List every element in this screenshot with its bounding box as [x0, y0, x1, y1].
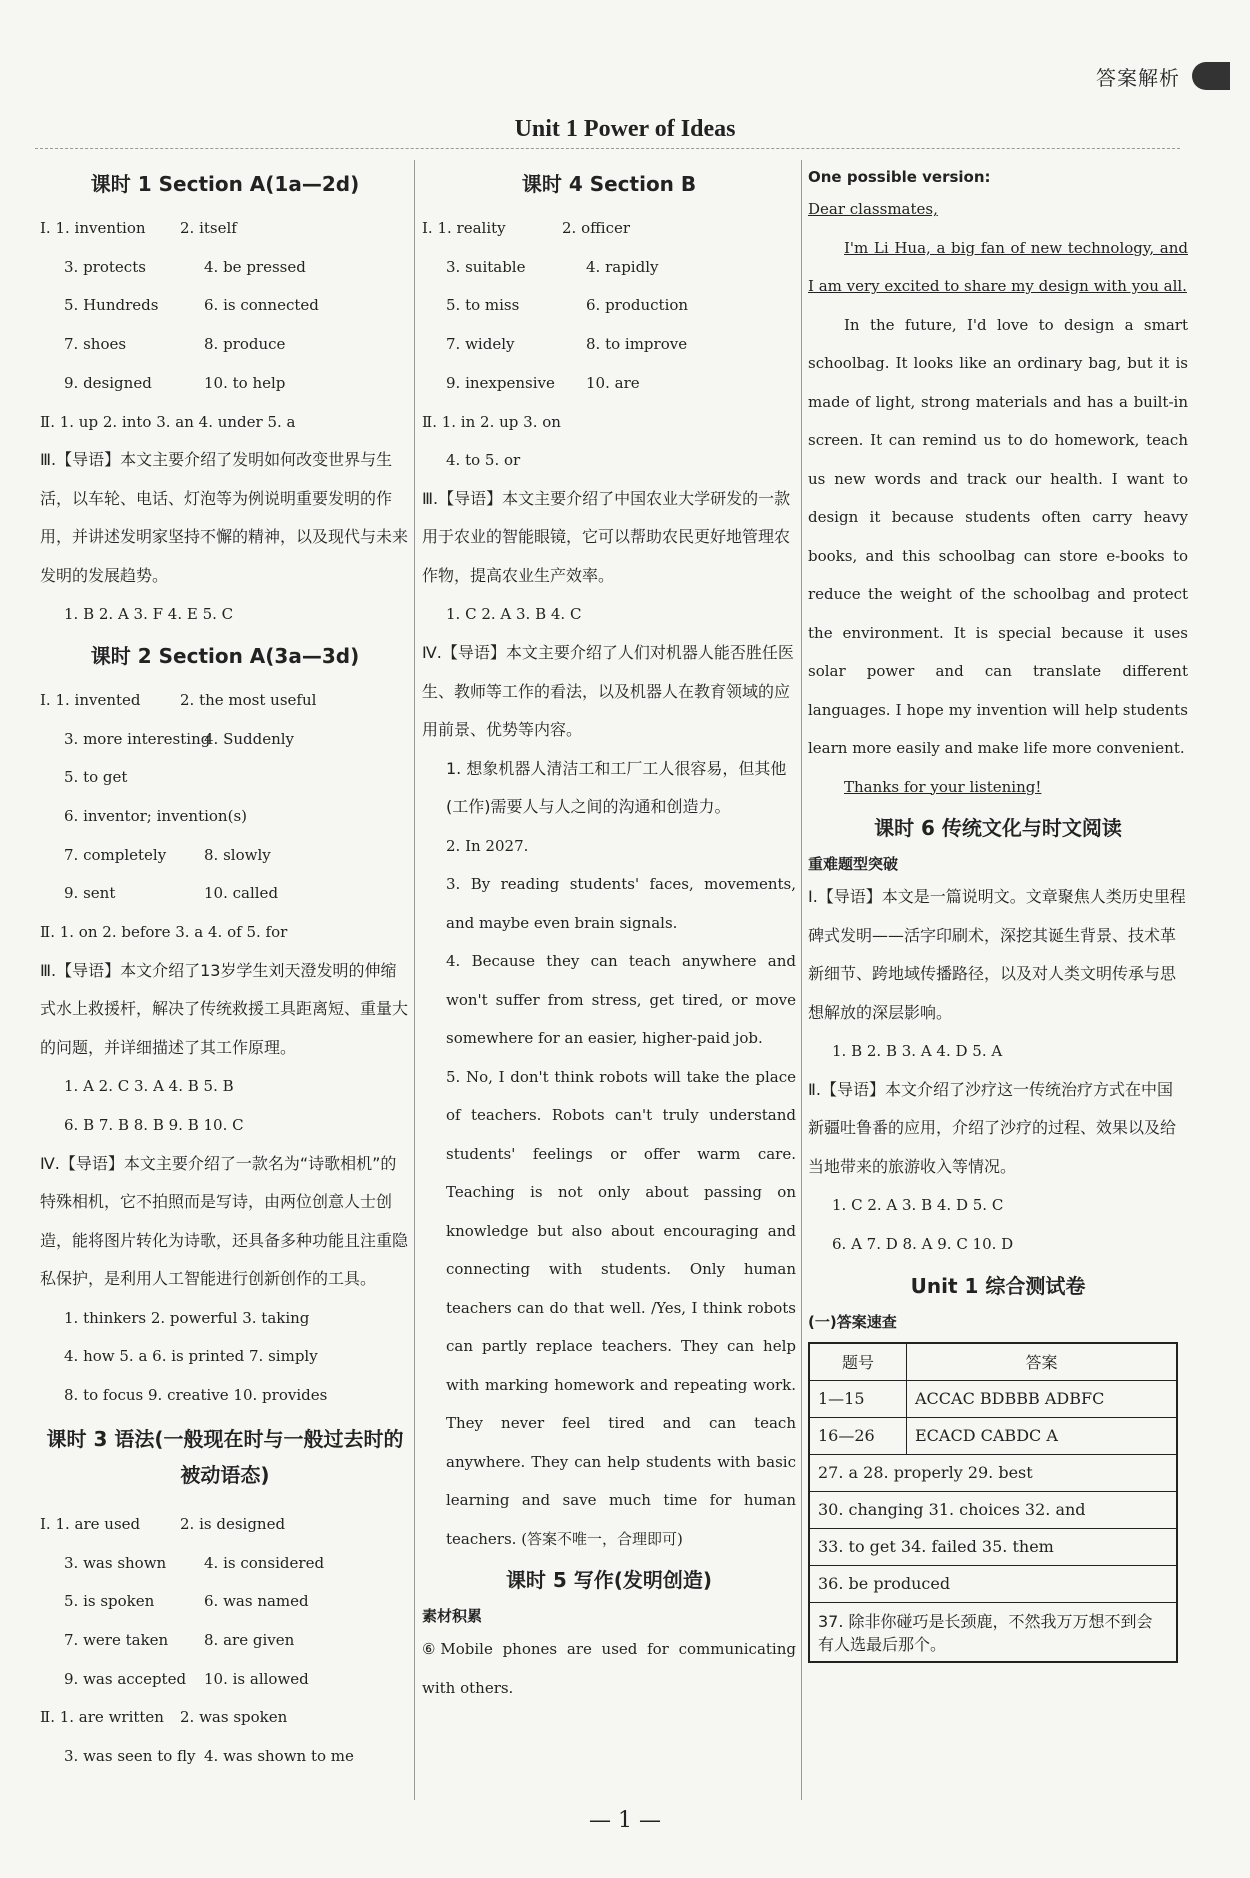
table-row: 37. 除非你碰巧是长颈鹿，不然我万万想不到会有人选最后那个。 — [809, 1602, 1177, 1662]
table-row: 30. changing 31. choices 32. and — [809, 1491, 1177, 1528]
essay-greeting: Dear classmates, — [808, 200, 938, 218]
answer-row: Ⅰ. 1. are used 2. is designed — [40, 1514, 286, 1533]
answer-row: 5. to miss 6. production — [446, 296, 689, 315]
answer-row: 3. protects 4. be pressed — [64, 257, 306, 276]
lesson-1-part-ii: Ⅱ. 1. up 2. into 3. an 4. under 5. a — [40, 412, 296, 431]
answer-row: Ⅰ. 1. reality 2. officer — [422, 219, 631, 237]
lesson-4-part-iv-answer: 5. No, I don't think robots will take the place of teachers. Robots can't truly understand students' feelings or offer warm care. Teaching is not only about passing on knowledge but also about encouraging and connecting with students. Only human teachers can do that well. /Yes, I think robots can partly replace teachers. They can help with marking homework and repeating work. They never feel tired and can teach anywhere. They can help students with basic learning and save much time for human teachers. (答案不唯一，合理即可) — [446, 1067, 796, 1548]
answer-row: 3. suitable 4. rapidly — [446, 257, 659, 276]
table-row: 16—26 ECACD CABDC A — [809, 1417, 1177, 1454]
unit-test-title: Unit 1 综合测试卷 — [910, 1273, 1086, 1298]
lesson-1-part-iii-guide: Ⅲ.【导语】本文主要介绍了发明如何改变世界与生活，以车轮、电话、灯泡等为例说明重要发明的作用，并讲述发明家坚持不懈的精神，以及现代与未来发明的发展趋势。 — [40, 450, 409, 585]
column-divider — [801, 160, 802, 1800]
answer-row: 7. were taken 8. are given — [64, 1630, 295, 1649]
lesson-4-part-iv-answer: 2. In 2027. — [446, 836, 529, 855]
table-header-row — [809, 1343, 1177, 1381]
lesson-6-part-i-guide: Ⅰ.【导语】本文是一篇说明文。文章聚焦人类历史里程碑式发明——活字印刷术，深挖其诞生背景、技术革新细节、跨地域传播路径，以及对人类文明传承与思想解放的深层影响。 — [808, 887, 1186, 1022]
answer-row: 7. widely 8. to improve — [446, 335, 688, 354]
lesson-3-title: 课时 3 语法(一般现在时与一般过去时的被动语态) — [46, 1426, 404, 1487]
table-row: 33. to get 34. failed 35. them — [809, 1528, 1177, 1565]
column-1 — [40, 162, 410, 1776]
lesson-2-part-iii-answers: 6. B 7. B 8. B 9. B 10. C — [64, 1116, 244, 1135]
lesson-6-subtitle: 重难题型突破 — [808, 855, 899, 873]
lesson-4-part-iii-answers: 1. C 2. A 3. B 4. C — [446, 605, 582, 624]
answer-row: 5. to get — [64, 768, 128, 787]
lesson-4-part-iv-answer: 3. By reading students' faces, movements, and maybe even brain signals. — [446, 875, 796, 932]
unit-test-subtitle: (一)答案速查 — [808, 1312, 897, 1331]
essay-paragraph: I'm Li Hua, a big fan of new technology, and I am very excited to share my design with you all. — [808, 238, 1188, 295]
lesson-5-subtitle: 素材积累 — [422, 1607, 483, 1626]
lesson-4-part-iv-answer: 4. Because they can teach anywhere and won't suffer from stress, get tired, or move somewhere for an easier, higher-paid job. — [446, 952, 796, 1048]
table-header: 题号 — [809, 1343, 907, 1381]
answer-row: Ⅱ. 1. are written 2. was spoken — [40, 1708, 288, 1727]
lesson-6-part-i-answers: 1. B 2. B 3. A 4. D 5. A — [832, 1042, 1003, 1060]
answer-row: Ⅰ. 1. invented 2. the most useful — [40, 690, 317, 709]
lesson-1-title: 课时 1 Section A(1a—2d) — [90, 172, 360, 196]
essay-intro: One possible version: — [808, 168, 991, 186]
lesson-1-part-i — [40, 209, 410, 403]
answer-row: 7. completely 8. slowly — [64, 845, 271, 864]
answer-row: 3. was seen to fly 4. was shown to me — [64, 1747, 354, 1766]
lesson-2-part-iv-answers: 4. how 5. a 6. is printed 7. simply — [64, 1347, 318, 1366]
lesson-2-part-iv-answers: 1. thinkers 2. powerful 3. taking — [64, 1308, 310, 1327]
column-2 — [422, 162, 796, 1707]
answer-table — [808, 1342, 1178, 1663]
table-row: 36. be produced — [809, 1565, 1177, 1602]
lesson-2-part-iii-answers: 1. A 2. C 3. A 4. B 5. B — [64, 1077, 234, 1096]
lesson-4-part-ii: Ⅱ. 1. in 2. up 3. on — [422, 412, 561, 431]
lesson-6-title: 课时 6 传统文化与时文阅读 — [874, 816, 1122, 840]
lesson-5-title: 课时 5 写作(发明创造) — [505, 1568, 713, 1593]
answer-row: 5. Hundreds 6. is connected — [64, 296, 319, 315]
lesson-5-material: ⑥Mobile phones are used for communicating with others. — [422, 1640, 796, 1697]
answer-row: 9. inexpensive 10. are — [446, 373, 640, 392]
answer-row: 3. was shown 4. is considered — [64, 1553, 325, 1572]
answer-row: 9. designed 10. to help — [64, 373, 286, 392]
lesson-4-part-iii-guide: Ⅲ.【导语】本文主要介绍了中国农业大学研发的一款用于农业的智能眼镜，它可以帮助农民更好地管理农作物，提高农业生产效率。 — [422, 488, 791, 585]
answer-row: 3. more interesting 4. Suddenly — [64, 729, 295, 748]
lesson-4-part-ii: 4. to 5. or — [446, 451, 521, 470]
essay-paragraph: In the future, I'd love to design a smart schoolbag. It looks like an ordinary bag, but it is made of light, strong materials and has a built-in screen. It can remind us to do homework, teach us new words and track our health. I want to design it because students often carry heavy books, and this schoolbag can store e-books to reduce the weight of the schoolbag and protect the environment. It is special because it uses solar power and can translate different languages. I hope my invention will help students learn more easily and make life more convenient. — [808, 315, 1188, 757]
lesson-6-part-ii-guide: Ⅱ.【导语】本文介绍了沙疗这一传统治疗方式在中国新疆吐鲁番的应用，介绍了沙疗的过程、效果以及给当地带来的旅游收入等情况。 — [808, 1079, 1177, 1176]
column-3 — [808, 162, 1188, 1663]
essay-closing: Thanks for your listening! — [844, 777, 1042, 796]
lesson-1-part-iii-answers: 1. B 2. A 3. F 4. E 5. C — [64, 605, 234, 624]
title-divider — [35, 148, 1180, 149]
answer-row: 5. is spoken 6. was named — [64, 1592, 309, 1611]
lesson-2-part-ii: Ⅱ. 1. on 2. before 3. a 4. of 5. for — [40, 923, 288, 942]
lesson-2-part-iv-answers: 8. to focus 9. creative 10. provides — [64, 1386, 328, 1405]
lesson-2-part-iv-guide: Ⅳ.【导语】本文主要介绍了一款名为“诗歌相机”的特殊相机，它不拍照而是写诗，由两位创意人士创造，能将图片转化为诗歌，还具备多种功能且注重隐私保护，是利用人工智能进行创新创作的工具。 — [40, 1153, 409, 1289]
answer-row: 7. shoes 8. produce — [64, 335, 286, 354]
header-tab-marker — [1192, 62, 1230, 90]
lesson-4-part-iv-guide: Ⅳ.【导语】本文主要介绍了人们对机器人能否胜任医生、教师等工作的看法，以及机器人在教育领域的应用前景、优势等内容。 — [422, 643, 794, 740]
lesson-4-part-iv-answer: 1. 想象机器人清洁工和工厂工人很容易，但其他(工作)需要人与人之间的沟通和创造力。 — [446, 758, 787, 817]
page-number: — 1 — — [589, 1808, 661, 1833]
lesson-6-part-ii-answers: 6. A 7. D 8. A 9. C 10. D — [832, 1234, 1014, 1253]
unit-title: Unit 1 Power of Ideas — [514, 116, 736, 142]
lesson-6-part-ii-answers: 1. C 2. A 3. B 4. D 5. C — [832, 1196, 1004, 1215]
section-label: 答案解析 — [1096, 66, 1180, 90]
answer-row: 6. inventor; invention(s) — [64, 807, 247, 826]
lesson-2-title: 课时 2 Section A(3a—3d) — [90, 643, 360, 668]
answer-row: Ⅰ. 1. invention 2. itself — [40, 219, 237, 237]
answer-row: 9. was accepted 10. is allowed — [64, 1669, 309, 1688]
answer-row: 9. sent 10. called — [64, 884, 279, 903]
table-row: 27. a 28. properly 29. best — [809, 1454, 1177, 1491]
column-divider — [414, 160, 415, 1800]
table-header: 答案 — [907, 1343, 1178, 1381]
lesson-2-part-iii-guide: Ⅲ.【导语】本文介绍了13岁学生刘天澄发明的伸缩式水上救援杆，解决了传统救援工具距离短、重量大的问题，并详细描述了其工作原理。 — [40, 960, 409, 1057]
table-row: 1—15 ACCAC BDBBB ADBFC — [809, 1380, 1177, 1417]
lesson-4-title: 课时 4 Section B — [521, 172, 697, 196]
